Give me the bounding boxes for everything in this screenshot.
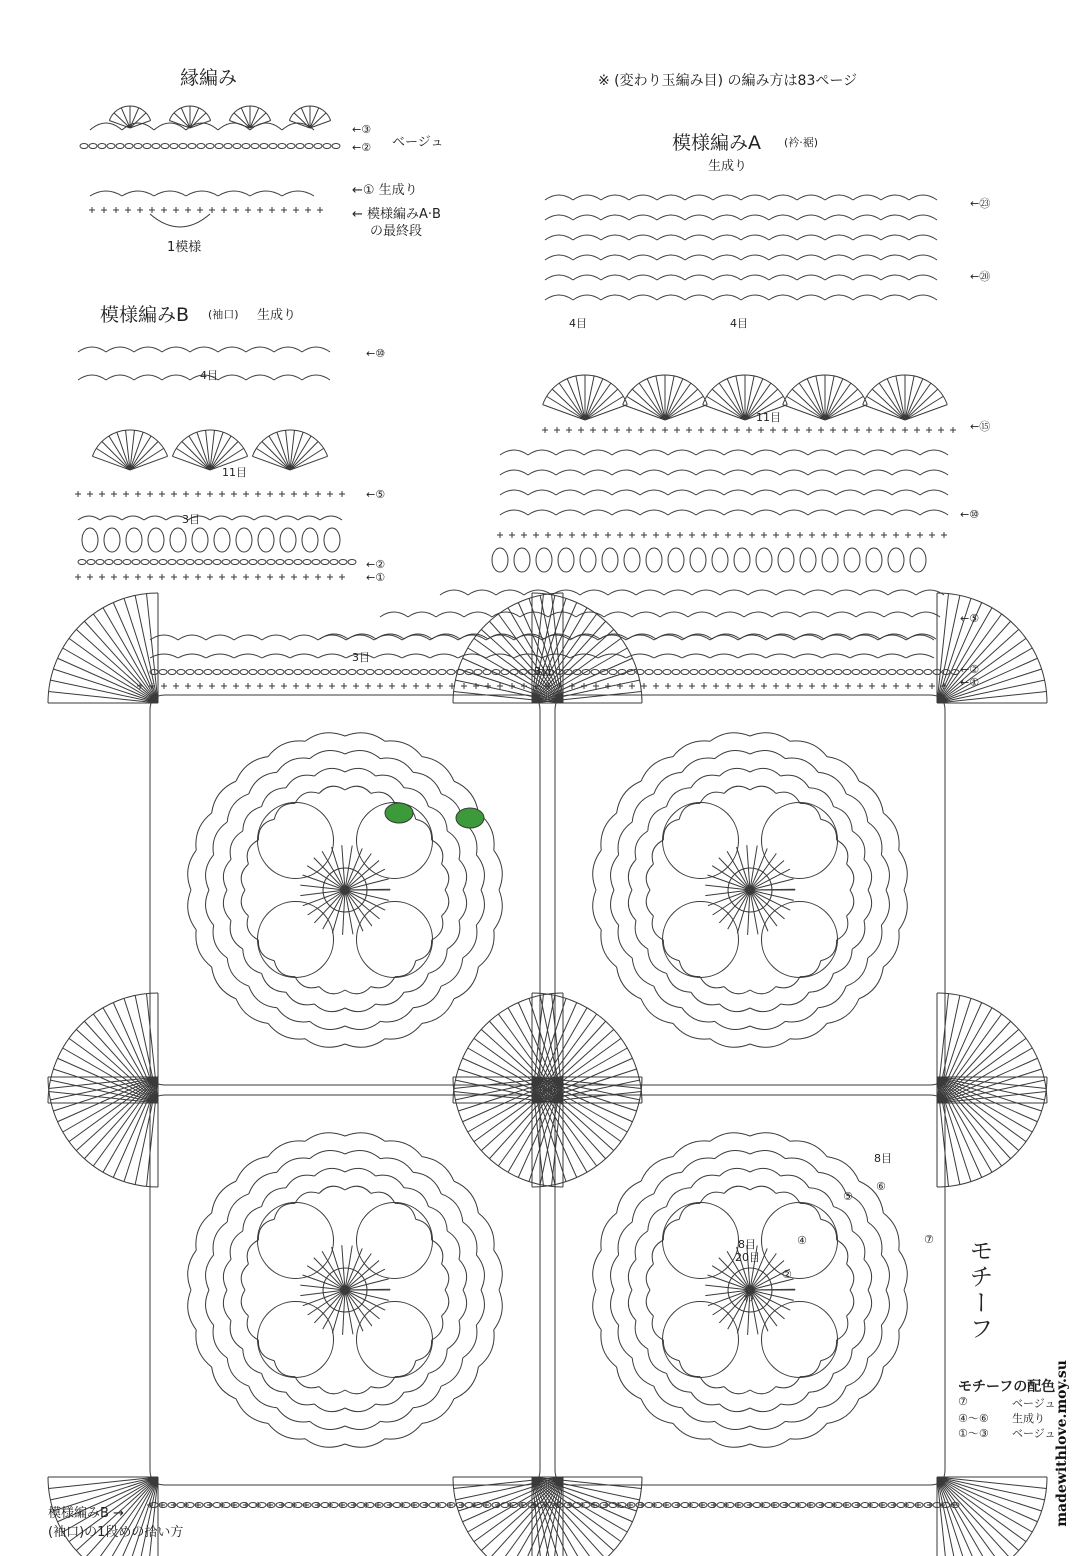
pattern-a-count-11: 11目 (756, 411, 781, 424)
pattern-b-row-5: ←⑤ (366, 488, 386, 501)
motif-count-8-inner: 8目 (738, 1238, 756, 1251)
motif-1-corner-fan-1 (937, 593, 1047, 703)
pattern-a-puff-7 (646, 548, 662, 572)
motif-round-6: ⑥ (876, 1180, 886, 1193)
pattern-a-arc-mid-0 (500, 450, 948, 455)
pattern-a-puff-0 (492, 548, 508, 572)
pickup-line-2: (袖口)の1段めの拾い方 (48, 1525, 184, 1540)
pattern-b-puff-9 (280, 528, 296, 552)
edging-fan-1 (169, 106, 210, 128)
pattern-b-title: 模様編みB (100, 304, 190, 326)
pattern-a-arc-5 (545, 295, 937, 300)
edging-fan-3 (289, 106, 330, 128)
color-row-7-color: ベージュ (1012, 1397, 1056, 1410)
pattern-a-arc-4 (545, 275, 937, 280)
pattern-a-puff-16 (844, 548, 860, 572)
pattern-a-puff-10 (712, 548, 728, 572)
pattern-b-row-1: ←① (366, 571, 386, 584)
motif-0-petal-1 (258, 901, 334, 977)
edging-arc-row-1 (90, 191, 314, 196)
pattern-a-row-2: ←② (960, 663, 980, 676)
pattern-a-puff-13 (778, 548, 794, 572)
pattern-a-puff-6 (624, 548, 640, 572)
edging-repeat-bracket (150, 214, 210, 227)
motif-1-petal-1 (663, 901, 739, 977)
pattern-b-puff-7 (236, 528, 252, 552)
color-row-1-3-color: ベージュ (1012, 1427, 1056, 1440)
pattern-b-puff-3 (148, 528, 164, 552)
pattern-a-count-3a: 3目 (352, 651, 370, 664)
pattern-b-fan-2 (252, 430, 327, 470)
green-mark-right (456, 808, 484, 828)
color-row-4-6-round: ④〜⑥ (958, 1412, 989, 1425)
motif-1-petal-0 (761, 901, 837, 977)
pattern-b-color: 生成り (257, 308, 297, 323)
pattern-b-arc-row-10 (78, 347, 330, 352)
edging-base-row (89, 207, 323, 213)
pattern-a-arc-2 (545, 235, 937, 240)
motif-3-petal-1 (663, 1301, 739, 1377)
motif-3-corner-fan-2 (937, 1477, 1047, 1556)
pattern-a-puff-1 (514, 548, 530, 572)
pattern-a-puff-11 (734, 548, 750, 572)
edging-row-1: ←① 生成り (352, 183, 418, 198)
color-row-4-6-color: 生成り (1012, 1412, 1045, 1425)
pattern-a-row-15-line (542, 427, 956, 433)
pattern-a-puff-18 (888, 548, 904, 572)
pattern-a-arc-mid-1 (500, 470, 948, 475)
pattern-b-row-1-line (75, 574, 345, 580)
motif-3-petal-0 (761, 1301, 837, 1377)
pattern-a-arc-3 (545, 255, 937, 260)
pattern-a-subtitle: (衿·裾) (784, 136, 819, 149)
pattern-a-title: 模様編みA (672, 132, 761, 154)
edging-final-row: の最終段 (370, 224, 423, 239)
motif-2-petal-1 (258, 1301, 334, 1377)
pattern-a-arc-mid-3 (500, 510, 948, 515)
pattern-b-row-5-line (75, 491, 345, 497)
edging-row-3: ←③ (352, 123, 372, 136)
pattern-a-puff-17 (866, 548, 882, 572)
pattern-b-puff-2 (126, 528, 142, 552)
pattern-b-fan-0 (92, 430, 167, 470)
motif-round-5: ⑤ (843, 1190, 853, 1203)
color-row-1-3-round: ①〜③ (958, 1427, 989, 1440)
pattern-a-fan-0 (543, 375, 628, 420)
pattern-a-puff-15 (822, 548, 838, 572)
color-table-title: モチーフの配色 (958, 1379, 1056, 1395)
pattern-a-row-5: ←⑤ (960, 612, 980, 625)
pattern-a-puff-9 (690, 548, 706, 572)
pattern-b-puff-6 (214, 528, 230, 552)
edging-row-2: ←② (352, 141, 372, 154)
motif-2-petal-3 (356, 1203, 432, 1279)
pattern-b-puff-11 (324, 528, 340, 552)
motif-title: モチーフ (965, 1238, 993, 1342)
motif-1-corner-fan-1-arc (937, 593, 1047, 703)
motif-2-petal-0 (356, 1301, 432, 1377)
pattern-b-count-3: 3目 (182, 513, 200, 526)
pattern-a-puff-4 (580, 548, 596, 572)
motif-0-center-stitches (300, 845, 390, 935)
motif-2-petal-2 (258, 1203, 334, 1279)
pattern-a-count-4b: 4目 (730, 317, 748, 330)
motif-1-center-stitches (705, 845, 795, 935)
pickup-line-1: 模様編みB → (48, 1506, 124, 1521)
pattern-b-arc-row-4 (78, 516, 342, 520)
pattern-b-count-4: 4目 (200, 369, 218, 382)
pattern-b-row-2: ←② (366, 558, 386, 571)
pattern-a-arc-mid-2 (500, 490, 948, 495)
pattern-a-fan-4 (863, 375, 948, 420)
pattern-a-puff-14 (800, 548, 816, 572)
color-row-7-round: ⑦ (958, 1395, 968, 1408)
symbol-note: ※ (変わり玉編み目) の編み方は83ページ (598, 73, 858, 89)
pattern-b-puff-5 (192, 528, 208, 552)
pattern-a-row-15: ←⑮ (970, 420, 991, 433)
pattern-b-count-11: 11目 (222, 466, 247, 479)
pattern-b-subtitle: (袖口) (208, 308, 239, 321)
pattern-a-puff-5 (602, 548, 618, 572)
pattern-b-row-10: ←⑩ (366, 347, 386, 360)
pattern-a-puff-19 (910, 548, 926, 572)
pattern-a-count-3b: 3目 (534, 665, 552, 678)
motif-1-petal-2 (663, 803, 739, 879)
pattern-a-arc-1 (545, 215, 937, 220)
motif-3-petal-2 (663, 1203, 739, 1279)
pattern-a-puff-3 (558, 548, 574, 572)
edging-base-label: ← 模様編みA·B (352, 207, 441, 222)
pattern-a-color: 生成り (708, 159, 748, 174)
pattern-a-row-10: ←⑩ (960, 508, 980, 521)
pattern-a-fan-3 (783, 375, 868, 420)
edging-fan-2 (229, 106, 270, 128)
motif-0-petal-2 (258, 803, 334, 879)
pattern-b-puff-4 (170, 528, 186, 552)
motif-2-center-stitches (300, 1245, 390, 1335)
pattern-a-puff-8 (668, 548, 684, 572)
pattern-a-fan-1 (623, 375, 708, 420)
edging-beige-label: ベージュ (392, 135, 444, 150)
motif-round-2: ② (782, 1268, 792, 1281)
watermark: madewithlove.moy.su (1054, 1360, 1070, 1527)
pattern-a-puff-12 (756, 548, 772, 572)
pattern-a-count-4a: 4目 (569, 317, 587, 330)
edging-title: 縁編み (180, 67, 238, 89)
motif-count-8-outer: 8目 (874, 1152, 892, 1165)
edging-fan-0 (109, 106, 150, 128)
pattern-b-puff-10 (302, 528, 318, 552)
pattern-a-row-23: ←㉓ (970, 197, 991, 210)
pattern-b-puff-1 (104, 528, 120, 552)
motif-count-20: 20目 (735, 1251, 760, 1264)
pattern-b-puff-8 (258, 528, 274, 552)
motif-0-petal-0 (356, 901, 432, 977)
motif-round-7: ⑦ (924, 1233, 934, 1246)
edging-chain-row (80, 144, 340, 149)
pattern-a-arc-0 (545, 195, 937, 200)
motif-ring-label: わ (743, 1291, 754, 1304)
pattern-a-arc-low-1 (380, 612, 940, 617)
pattern-b-chain-row-2 (78, 560, 356, 565)
pattern-a-arc-low-0 (440, 590, 944, 595)
edging-repeat-label: 1模様 (167, 240, 202, 255)
pattern-b-puff-0 (82, 528, 98, 552)
pattern-a-row-10-line (497, 532, 947, 538)
green-mark-left (385, 803, 413, 823)
motif-round-4: ④ (797, 1234, 807, 1247)
pattern-a-row-1: ←① (960, 676, 980, 689)
pattern-a-puff-2 (536, 548, 552, 572)
pattern-a-row-20: ←⑳ (970, 270, 991, 283)
motif-1-petal-3 (761, 803, 837, 879)
